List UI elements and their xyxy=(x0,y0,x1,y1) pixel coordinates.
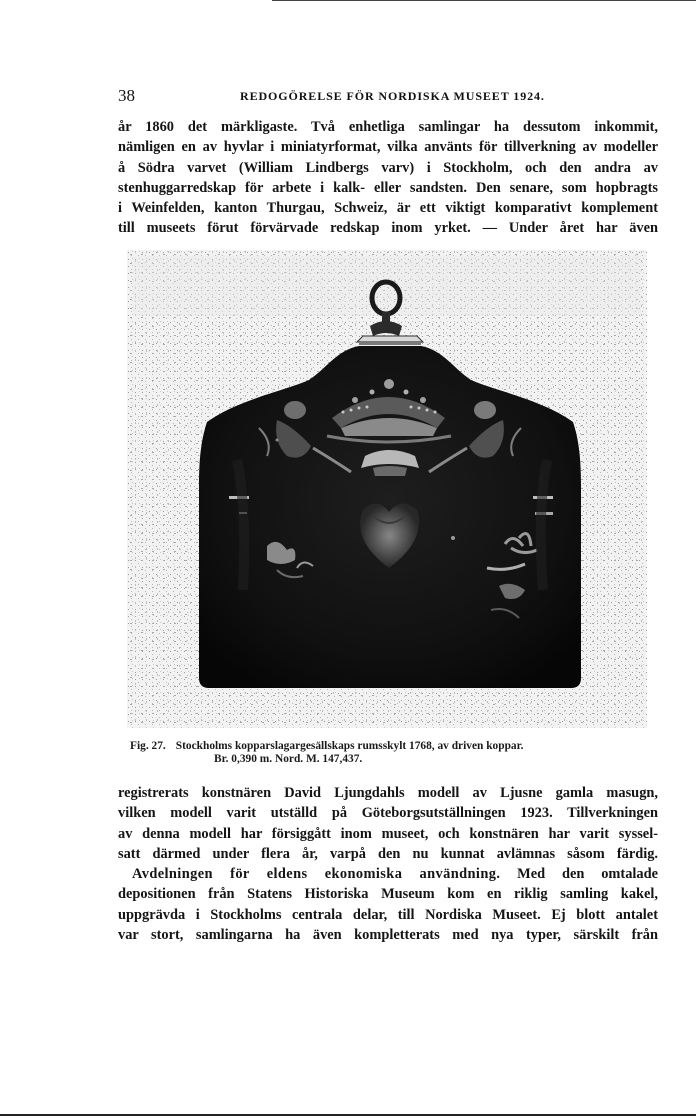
text-line: depositionen från Statens Historiska Museum kom en riklig samling kakel, xyxy=(118,886,658,903)
text-line: å Södra varvet (William Lindbergs varv) i Stockholm, och den andra av xyxy=(118,159,658,176)
caption-text-2: Br. 0,390 m. Nord. M. 147,437. xyxy=(214,753,363,765)
text-line: satt därmed under flera år, varpå den nu kunnat avlämnas såsom färdig. xyxy=(118,845,658,862)
section-text: Med den omtalade xyxy=(500,866,658,883)
figure-label: Fig. 27. xyxy=(130,740,166,752)
paragraph-bottom xyxy=(118,783,658,945)
figure-caption xyxy=(130,740,660,766)
text-line: uppgrävda i Stockholms centrala delar, till Nordiska Museet. Ej blott antalet xyxy=(118,906,658,923)
text-line: vilken modell varit utställd på Göteborgsutställningen 1923. Tillverkningen xyxy=(118,805,658,822)
text-line: till museets förut förvärvade redskap inom yrket. — Under året har även xyxy=(118,220,658,237)
page-number: 38 xyxy=(118,86,135,105)
section-first-line xyxy=(118,864,658,884)
text-line: år 1860 det märkligaste. Två enhetliga samlingar ha dessutom inkommit, xyxy=(118,119,658,135)
running-head xyxy=(118,86,658,106)
figure-photo-copper-sign xyxy=(127,250,647,728)
bottom-rule xyxy=(0,1114,696,1116)
text-line: var stort, samlingarna ha även kompletterats med nya typer, särskilt från xyxy=(118,927,658,944)
text-line: registrerats konstnären David Ljungdahls modell av Ljusne gamla masugn, xyxy=(118,785,658,801)
caption-text: Stockholms kopparslagargesällskaps rumsskylt 1768, av driven koppar. xyxy=(175,740,524,752)
text-line: stenhuggarredskap för arbete i kalk- eller sandsten. Den senare, som hopbragts xyxy=(118,179,658,196)
running-title: REDOGÖRELSE FÖR NORDISKA MUSEET 1924. xyxy=(240,89,545,103)
top-rule xyxy=(272,0,696,1)
text-line: av denna modell har försiggått inom museet, och konstnären har varit syssel- xyxy=(118,825,658,842)
paragraph-top xyxy=(118,117,658,239)
text-line: i Weinfelden, kanton Thurgau, Schweiz, är ett viktigt komparativt komplement xyxy=(118,200,658,217)
section-heading: Avdelningen för eldens ekonomiska användning. xyxy=(132,866,501,883)
text-line: nämligen en av hyvlar i miniatyrformat, vilka använts för tillverkning av modeller xyxy=(118,139,658,156)
